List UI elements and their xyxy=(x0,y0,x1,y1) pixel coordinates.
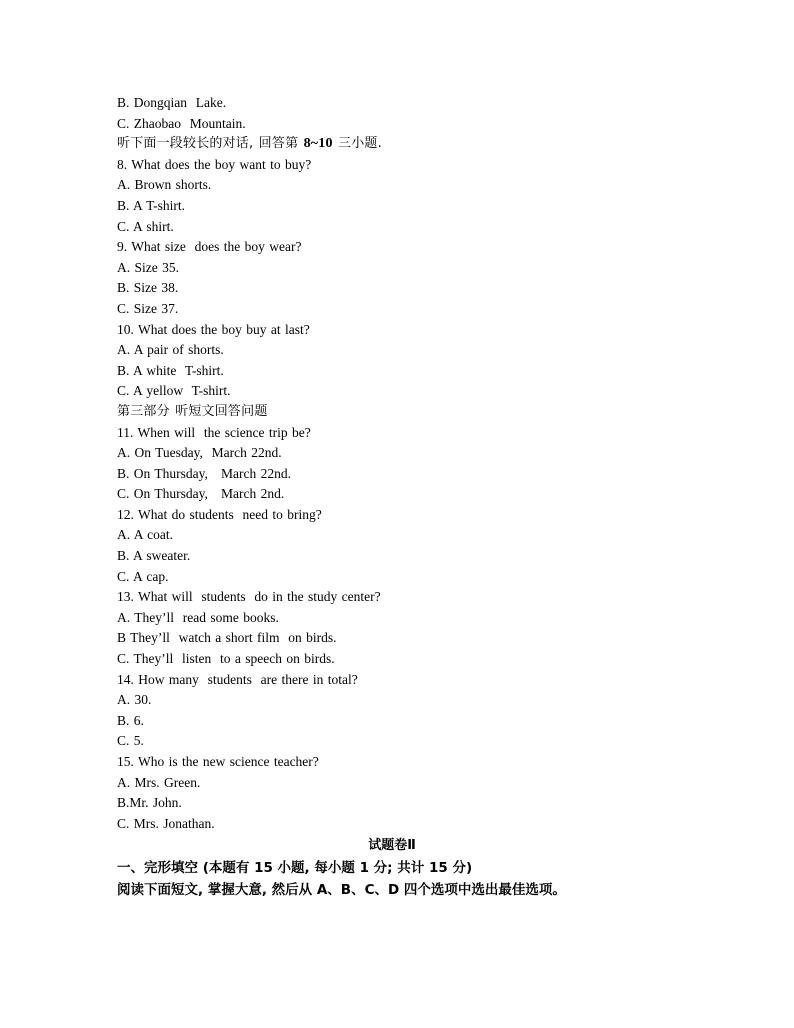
cloze-section-title: 一、完形填空 (本题有 15 小题, 每小题 1 分; 共计 15 分) xyxy=(117,859,473,876)
option-line: B. Size 38. xyxy=(117,280,179,296)
option-line: C. On Thursday, March 2nd. xyxy=(117,486,285,502)
question-line: 10. What does the boy buy at last? xyxy=(117,321,310,337)
option-line: A. Size 35. xyxy=(117,259,179,275)
option-line: C. They’ll listen to a speech on birds. xyxy=(117,651,335,667)
option-line: B. 6. xyxy=(117,712,144,728)
question-line: 9. What size does the boy wear? xyxy=(117,239,302,255)
question-line: 15. Who is the new science teacher? xyxy=(117,754,319,769)
question-line: 11. When will the science trip be? xyxy=(117,424,311,440)
option-line: C. Size 37. xyxy=(117,300,179,316)
option-line: B.Mr. John. xyxy=(117,795,182,811)
question-line: 14. How many students are there in total? xyxy=(117,671,358,687)
option-line: C. A cap. xyxy=(117,568,169,584)
option-line: B. Dongqian Lake. xyxy=(117,95,227,110)
option-line: C. A shirt. xyxy=(117,218,174,234)
option-line: A. 30. xyxy=(117,692,152,708)
paper-heading: 试题卷Ⅱ xyxy=(368,838,416,854)
option-line: A. Mrs. Green. xyxy=(117,774,201,790)
question-line: 13. What will students do in the study center? xyxy=(117,589,381,605)
option-line: C. A yellow T-shirt. xyxy=(117,383,231,399)
part-three-heading: 第三部分 听短文回答问题 xyxy=(117,403,268,419)
option-line: B They’ll watch a short film on birds. xyxy=(117,630,337,646)
option-line: A. On Tuesday, March 22nd. xyxy=(117,445,282,461)
document-content xyxy=(117,93,697,901)
listening-instruction xyxy=(117,134,697,155)
option-line: A. A coat. xyxy=(117,527,173,543)
option-line: B. On Thursday, March 22nd. xyxy=(117,465,291,481)
question-line: 12. What do students need to bring? xyxy=(117,506,322,522)
question-line: 8. What does the boy want to buy? xyxy=(117,156,312,172)
option-line: B. A white T-shirt. xyxy=(117,362,224,378)
option-line: B. A T-shirt. xyxy=(117,197,186,213)
cloze-instruction: 阅读下面短文, 掌握大意, 然后从 A、B、C、D 四个选项中选出最佳选项。 xyxy=(117,881,566,898)
option-line: A. Brown shorts. xyxy=(117,177,212,193)
instruction-prefix: 听下面一段较长的对话, 回答第 xyxy=(117,136,304,152)
option-line: A. A pair of shorts. xyxy=(117,342,224,358)
option-line: C. Zhaobao Mountain. xyxy=(117,115,246,131)
option-line: C. Mrs. Jonathan. xyxy=(117,815,215,831)
instruction-range: 8~10 xyxy=(303,136,333,152)
option-line: A. They’ll read some books. xyxy=(117,609,279,625)
option-line: C. 5. xyxy=(117,733,144,749)
instruction-suffix: 三小题. xyxy=(332,136,382,152)
option-line: B. A sweater. xyxy=(117,548,191,564)
